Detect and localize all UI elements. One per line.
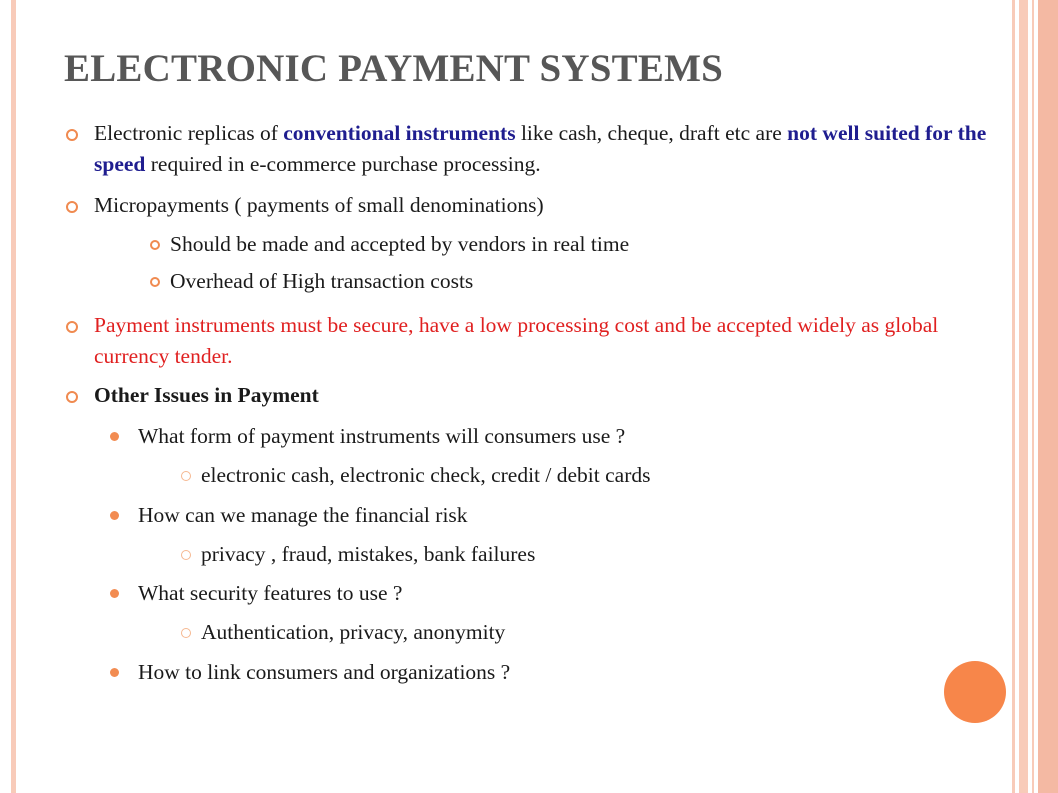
answer-text: Authentication, privacy, anonymity — [201, 620, 506, 644]
ring-bullet-icon — [66, 391, 78, 403]
ring-bullet-icon — [181, 628, 191, 638]
answer-security-features — [201, 617, 981, 648]
bullet-text: Payment instruments must be secure, have a low processing cost and be accepted widely as global currency tender. — [94, 313, 939, 368]
sub-bullet-text: Overhead of High transaction costs — [170, 269, 474, 293]
sub-bullet-transaction-costs — [170, 266, 990, 297]
sub-bullet-text: Should be made and accepted by vendors in real time — [170, 232, 630, 256]
answer-text: privacy , fraud, mistakes, bank failures — [201, 542, 536, 566]
bullet-other-issues — [94, 380, 974, 411]
bullet-text: like cash, cheque, draft etc are — [515, 121, 788, 145]
dot-bullet-icon — [110, 432, 119, 441]
sub-bullet-real-time — [170, 229, 990, 260]
dot-bullet-icon — [110, 589, 119, 598]
highlight-conventional-instruments: conventional instruments — [283, 121, 516, 145]
answer-payment-form — [201, 460, 981, 491]
bullet-text: Other Issues in Payment — [94, 383, 319, 407]
frame-right-stripe-4 — [1038, 0, 1058, 793]
question-text: How can we manage the financial risk — [138, 503, 468, 527]
highlight-not-well-suited: not well suited for the speed — [94, 121, 987, 176]
bullet-conventional-instruments — [94, 118, 994, 180]
decorative-orange-circle — [944, 661, 1006, 723]
question-text: What security features to use ? — [138, 581, 403, 605]
frame-right-stripe-1 — [1012, 0, 1015, 793]
question-link-consumers — [138, 657, 938, 688]
ring-bullet-icon — [66, 129, 78, 141]
slide-title: ELECTRONIC PAYMENT SYSTEMS — [64, 47, 723, 90]
bullet-text: required in e-commerce purchase processing. — [145, 152, 541, 176]
answer-text: electronic cash, electronic check, credit / debit cards — [201, 463, 651, 487]
question-financial-risk — [138, 500, 978, 531]
dot-bullet-icon — [110, 511, 119, 520]
question-text: How to link consumers and organizations ? — [138, 660, 511, 684]
answer-financial-risk — [201, 539, 981, 570]
ring-bullet-icon — [66, 321, 78, 333]
ring-bullet-icon — [150, 277, 160, 287]
question-security-features — [138, 578, 978, 609]
ring-bullet-icon — [150, 240, 160, 250]
bullet-text: Electronic replicas of — [94, 121, 284, 145]
dot-bullet-icon — [110, 668, 119, 677]
question-payment-form — [138, 421, 978, 452]
frame-left-stripe — [11, 0, 16, 793]
frame-right-stripe-3 — [1032, 0, 1034, 793]
ring-bullet-icon — [66, 201, 78, 213]
bullet-micropayments — [94, 190, 994, 221]
frame-right-stripe-2 — [1019, 0, 1028, 793]
ring-bullet-icon — [181, 471, 191, 481]
question-text: What form of payment instruments will consumers use ? — [138, 424, 626, 448]
bullet-payment-instruments — [94, 310, 974, 372]
bullet-text: Micropayments ( payments of small denominations) — [94, 193, 544, 217]
ring-bullet-icon — [181, 550, 191, 560]
